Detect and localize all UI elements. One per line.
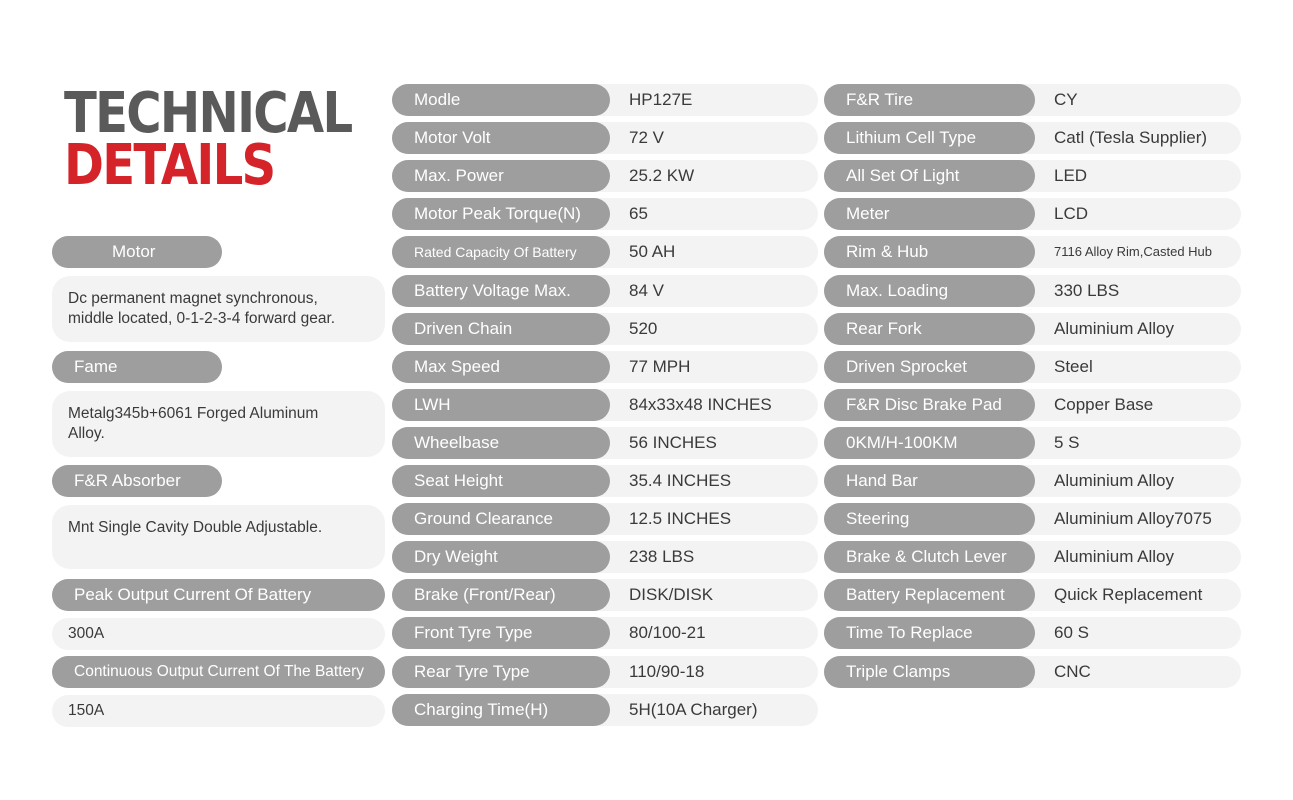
continuous-current-value: 150A [52, 695, 385, 727]
spec-label: Motor Volt [392, 122, 610, 154]
peak-current-label: Peak Output Current Of Battery [52, 579, 385, 611]
spec-label: Meter [824, 198, 1035, 230]
continuous-current-label: Continuous Output Current Of The Battery [52, 656, 385, 688]
spec-label: Battery Voltage Max. [392, 275, 610, 307]
spec-value: Steel [1054, 356, 1093, 376]
spec-value: Aluminium Alloy7075 [1054, 509, 1212, 529]
spec-value: Aluminium Alloy [1054, 318, 1174, 338]
spec-value: 84 V [629, 280, 664, 300]
spec-value: 56 INCHES [629, 432, 717, 452]
spec-label: Rear Tyre Type [392, 656, 610, 688]
motor-label: Motor [52, 236, 222, 268]
spec-label: LWH [392, 389, 610, 421]
spec-value: Catl (Tesla Supplier) [1054, 128, 1208, 148]
spec-label: F&R Disc Brake Pad [824, 389, 1035, 421]
spec-value: Aluminium Alloy [1054, 547, 1174, 567]
spec-label: Wheelbase [392, 427, 610, 459]
motor-description-line2: middle located, 0-1-2-3-4 forward gear. [68, 310, 336, 327]
spec-value: 5 S [1054, 432, 1080, 452]
spec-label: Seat Height [392, 465, 610, 497]
spec-value: 7116 Alloy Rim,Casted Hub [1054, 244, 1213, 260]
peak-current-value: 300A [52, 618, 385, 650]
spec-label: Max. Loading [824, 275, 1035, 307]
title-line-technical: TECHNICAL [64, 81, 352, 146]
page-title [64, 81, 352, 198]
spec-value: 65 [629, 204, 648, 224]
spec-label: Driven Chain [392, 313, 610, 345]
frame-description-line1: Metalg345b+6061 Forged Aluminum [68, 405, 319, 422]
spec-value: CY [1054, 90, 1078, 109]
spec-value: 25.2 KW [629, 166, 695, 186]
spec-label: Modle [392, 84, 610, 116]
spec-label: Steering [824, 503, 1035, 535]
spec-value: Quick Replacement [1054, 585, 1203, 605]
spec-value: 110/90-18 [629, 661, 705, 681]
spec-label: Driven Sprocket [824, 351, 1035, 383]
spec-value: Aluminium Alloy [1054, 471, 1174, 490]
spec-label: Motor Peak Torque(N) [392, 198, 610, 230]
spec-label: Hand Bar [824, 465, 1035, 497]
spec-value: 84x33x48 INCHES [629, 394, 772, 414]
spec-label: Charging Time(H) [392, 694, 610, 726]
spec-value: HP127E [629, 90, 693, 109]
frame-description [52, 391, 385, 457]
frame-description-line2: Alloy. [68, 425, 105, 442]
spec-label: Brake & Clutch Lever [824, 541, 1035, 573]
spec-label: Brake (Front/Rear) [392, 579, 610, 611]
spec-label: 0KM/H-100KM [824, 427, 1035, 459]
absorber-description: Mnt Single Cavity Double Adjustable. [52, 505, 385, 569]
spec-label: Dry Weight [392, 541, 610, 573]
frame-label: Fame [52, 351, 222, 383]
spec-label: Rim & Hub [824, 236, 1035, 268]
spec-label: Battery Replacement [824, 579, 1035, 611]
motor-description [52, 276, 385, 342]
title-line-details: DETAILS [64, 133, 275, 198]
spec-label: All Set Of Light [824, 160, 1035, 192]
spec-value: LED [1054, 166, 1088, 186]
spec-value: 50 AH [629, 242, 676, 262]
spec-label: Time To Replace [824, 617, 1035, 649]
spec-label: Max Speed [392, 351, 610, 383]
spec-value: Copper Base [1054, 394, 1154, 414]
spec-value: CNC [1054, 661, 1091, 681]
motor-description-line1: Dc permanent magnet synchronous, [68, 290, 318, 307]
spec-label: Lithium Cell Type [824, 122, 1035, 154]
spec-label: Ground Clearance [392, 503, 610, 535]
spec-value: 238 LBS [629, 547, 695, 567]
spec-value: 12.5 INCHES [629, 509, 732, 529]
spec-value: LCD [1054, 204, 1089, 224]
spec-value: 60 S [1054, 623, 1089, 643]
spec-label: F&R Tire [824, 84, 1035, 116]
spec-value: 80/100-21 [629, 623, 706, 643]
spec-value: 5H(10A Charger) [629, 699, 758, 719]
spec-value: 77 MPH [629, 356, 691, 376]
spec-label: Max. Power [392, 160, 610, 192]
spec-value: 35.4 INCHES [629, 471, 732, 490]
spec-label: Rated Capacity Of Battery [392, 236, 610, 268]
spec-value: 72 V [629, 128, 664, 148]
spec-value: 330 LBS [1054, 280, 1120, 300]
absorber-label: F&R Absorber [52, 465, 222, 497]
spec-value: 520 [629, 318, 658, 338]
spec-value: DISK/DISK [629, 585, 714, 605]
spec-label: Front Tyre Type [392, 617, 610, 649]
spec-label: Rear Fork [824, 313, 1035, 345]
spec-label: Triple Clamps [824, 656, 1035, 688]
